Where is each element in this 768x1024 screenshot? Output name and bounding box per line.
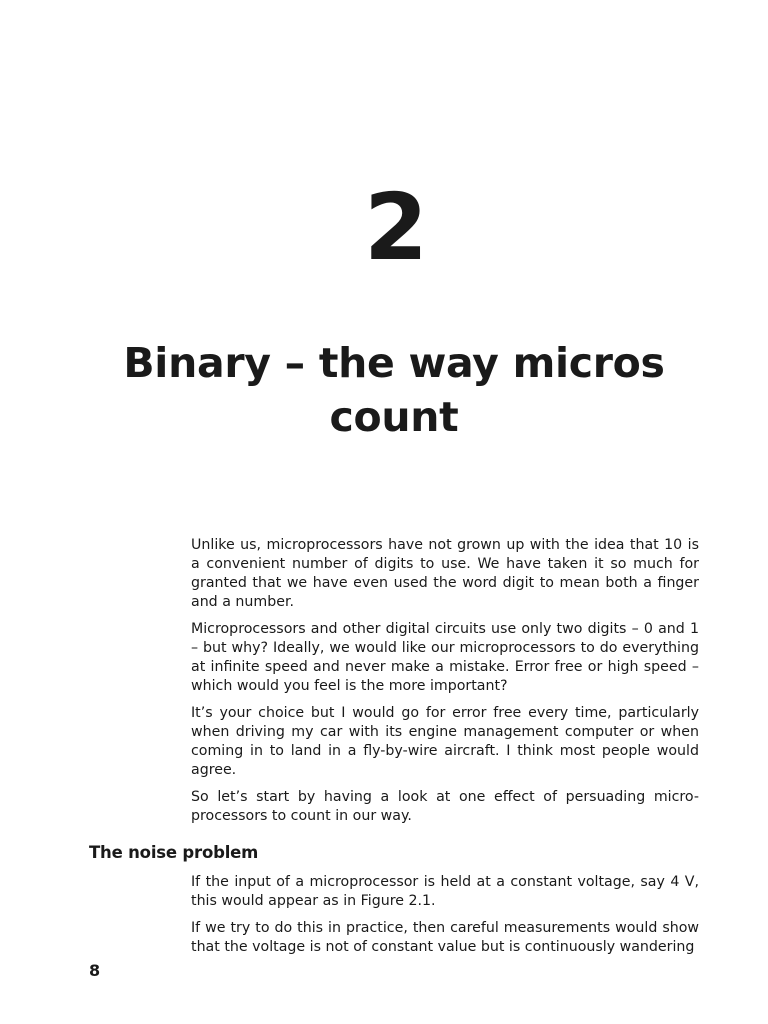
- chapter-title: Binary – the way micros count: [123, 339, 665, 441]
- paragraph: If we try to do this in practice, then careful measurements would show that the voltage is not of constant value but is continuously wandering: [191, 920, 699, 955]
- paragraph: If the input of a microprocessor is held at a constant voltage, say 4 V, this would appear as in Figure 2.1.: [191, 874, 699, 909]
- section-text: [191, 873, 699, 965]
- paragraph: So let’s start by having a look at one effect of persuading micro-processors to count in our way.: [191, 789, 699, 824]
- page-number: 8: [89, 961, 101, 980]
- paragraph: Microprocessors and other digital circuits use only two digits – 0 and 1 – but why? Ideally, we would like our microprocessors to do everything at infinite speed and never make a mistake. Error free or high speed – which would you feel is the more important?: [191, 621, 699, 694]
- paragraph: It’s your choice but I would go for error free every time, particularly when driving my car with its engine management computer or when coming in to land in a fly-by-wire aircraft. I think most people would agree.: [191, 705, 699, 778]
- paragraph: Unlike us, microprocessors have not grown up with the idea that 10 is a convenient number of digits to use. We have taken it so much for granted that we have even used the word digit to mean both a finger and a number.: [191, 537, 699, 610]
- intro-text: [191, 536, 699, 834]
- section-heading: The noise problem: [89, 843, 259, 862]
- chapter-number: 2: [363, 174, 426, 281]
